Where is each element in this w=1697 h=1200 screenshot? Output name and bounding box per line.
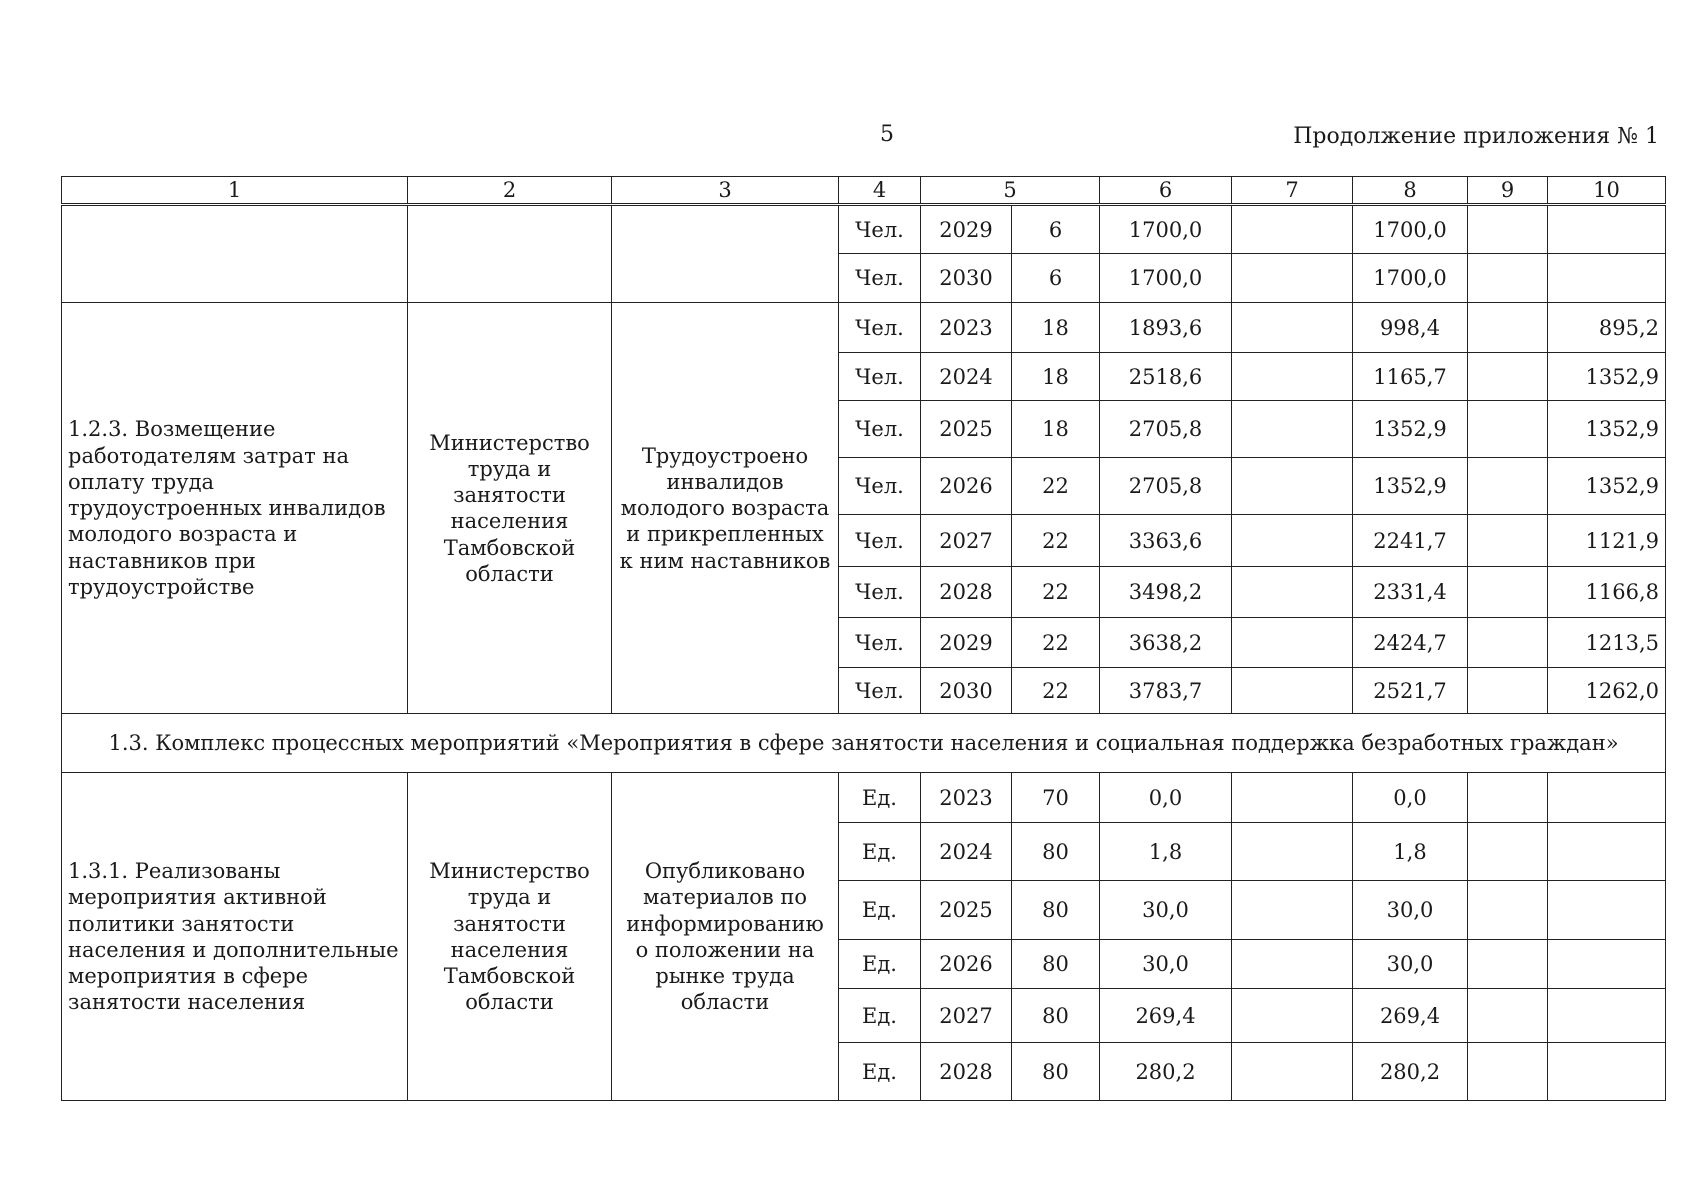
column-number-row [62,177,1666,205]
col10-cell [1548,205,1666,254]
total-cell: 3783,7 [1100,668,1232,714]
table-row [62,205,1666,254]
col7-cell [1232,618,1353,668]
value-cell: 6 [1012,205,1100,254]
empty-description-cell [62,205,408,303]
total-cell: 1893,6 [1100,303,1232,353]
column-header: 8 [1353,177,1468,205]
col10-cell [1548,254,1666,303]
indicator-cell: Опубликовано материалов по информированию о положении на рынке труда области [612,773,839,1101]
total-cell: 280,2 [1100,1043,1232,1101]
col7-cell [1232,989,1353,1043]
col7-cell [1232,353,1353,401]
year-cell: 2025 [921,881,1012,940]
column-header: 10 [1548,177,1666,205]
col10-cell [1548,881,1666,940]
col9-cell [1468,881,1548,940]
measure-description: 1.3.1. Реализованы мероприятия активной политики занятости населения и дополнительные мероприятия в сфере занятости населения [62,773,408,1101]
total-cell: 1,8 [1100,823,1232,881]
unit-cell: Ед. [839,989,921,1043]
col10-cell: 895,2 [1548,303,1666,353]
unit-cell: Чел. [839,254,921,303]
column-header: 6 [1100,177,1232,205]
col10-cell: 1262,0 [1548,668,1666,714]
col9-cell [1468,618,1548,668]
unit-cell: Чел. [839,567,921,618]
value-cell: 22 [1012,515,1100,567]
col9-cell [1468,254,1548,303]
year-cell: 2025 [921,401,1012,458]
total-cell: 1700,0 [1100,205,1232,254]
col10-cell: 1352,9 [1548,353,1666,401]
column-header: 3 [612,177,839,205]
col10-cell [1548,940,1666,989]
value-cell: 80 [1012,881,1100,940]
section-title: 1.3. Комплекс процессных мероприятий «Мероприятия в сфере занятости населения и социальная поддержка безработных граждан» [62,714,1666,773]
table-row [62,303,1666,353]
col8-cell: 30,0 [1353,881,1468,940]
col9-cell [1468,823,1548,881]
col10-cell [1548,989,1666,1043]
value-cell: 80 [1012,940,1100,989]
year-cell: 2026 [921,940,1012,989]
value-cell: 18 [1012,401,1100,458]
unit-cell: Чел. [839,353,921,401]
year-cell: 2026 [921,458,1012,515]
total-cell: 30,0 [1100,881,1232,940]
year-cell: 2028 [921,567,1012,618]
col10-cell: 1166,8 [1548,567,1666,618]
year-cell: 2024 [921,353,1012,401]
col9-cell [1468,773,1548,823]
unit-cell: Чел. [839,668,921,714]
unit-cell: Чел. [839,618,921,668]
value-cell: 18 [1012,303,1100,353]
column-header: 2 [408,177,612,205]
col7-cell [1232,773,1353,823]
value-cell: 70 [1012,773,1100,823]
total-cell: 3498,2 [1100,567,1232,618]
value-cell: 22 [1012,668,1100,714]
col7-cell [1232,823,1353,881]
year-cell: 2028 [921,1043,1012,1101]
col8-cell: 2521,7 [1353,668,1468,714]
column-header: 5 [921,177,1100,205]
total-cell: 1700,0 [1100,254,1232,303]
col8-cell: 269,4 [1353,989,1468,1043]
total-cell: 2518,6 [1100,353,1232,401]
col9-cell [1468,401,1548,458]
measure-description: 1.2.3. Возмещение работодателям затрат на оплату труда трудоустроенных инвалидов молодого возраста и наставников при трудоустройстве [62,303,408,714]
col10-cell [1548,823,1666,881]
year-cell: 2029 [921,618,1012,668]
col8-cell: 1165,7 [1353,353,1468,401]
table-row [62,773,1666,823]
total-cell: 269,4 [1100,989,1232,1043]
unit-cell: Ед. [839,773,921,823]
col8-cell: 2331,4 [1353,567,1468,618]
unit-cell: Чел. [839,303,921,353]
unit-cell: Ед. [839,823,921,881]
col9-cell [1468,303,1548,353]
empty-executor-cell [408,205,612,303]
col7-cell [1232,668,1353,714]
value-cell: 22 [1012,567,1100,618]
year-cell: 2024 [921,823,1012,881]
col8-cell: 998,4 [1353,303,1468,353]
col8-cell: 2424,7 [1353,618,1468,668]
unit-cell: Чел. [839,458,921,515]
value-cell: 80 [1012,989,1100,1043]
program-table [61,176,1666,1101]
year-cell: 2030 [921,668,1012,714]
col10-cell: 1121,9 [1548,515,1666,567]
page-number: 5 [880,122,894,147]
col7-cell [1232,401,1353,458]
col7-cell [1232,567,1353,618]
col9-cell [1468,1043,1548,1101]
col7-cell [1232,515,1353,567]
total-cell: 30,0 [1100,940,1232,989]
column-header: 9 [1468,177,1548,205]
column-header: 1 [62,177,408,205]
value-cell: 6 [1012,254,1100,303]
empty-indicator-cell [612,205,839,303]
col10-cell: 1352,9 [1548,458,1666,515]
value-cell: 80 [1012,823,1100,881]
col8-cell: 1352,9 [1353,401,1468,458]
section-row [62,714,1666,773]
total-cell: 2705,8 [1100,401,1232,458]
col7-cell [1232,458,1353,515]
col7-cell [1232,205,1353,254]
column-header: 4 [839,177,921,205]
total-cell: 3638,2 [1100,618,1232,668]
value-cell: 80 [1012,1043,1100,1101]
col8-cell: 1,8 [1353,823,1468,881]
col9-cell [1468,989,1548,1043]
col7-cell [1232,1043,1353,1101]
unit-cell: Чел. [839,401,921,458]
col9-cell [1468,668,1548,714]
col8-cell: 1700,0 [1353,254,1468,303]
col8-cell: 1700,0 [1353,205,1468,254]
year-cell: 2023 [921,773,1012,823]
unit-cell: Ед. [839,881,921,940]
year-cell: 2030 [921,254,1012,303]
col9-cell [1468,458,1548,515]
col8-cell: 280,2 [1353,1043,1468,1101]
col7-cell [1232,881,1353,940]
total-cell: 2705,8 [1100,458,1232,515]
year-cell: 2029 [921,205,1012,254]
col8-cell: 0,0 [1353,773,1468,823]
col9-cell [1468,205,1548,254]
unit-cell: Ед. [839,940,921,989]
value-cell: 18 [1012,353,1100,401]
col9-cell [1468,567,1548,618]
col8-cell: 30,0 [1353,940,1468,989]
executor-cell: Министерство труда и занятости населения Тамбовской области [408,773,612,1101]
total-cell: 3363,6 [1100,515,1232,567]
col9-cell [1468,515,1548,567]
col9-cell [1468,940,1548,989]
value-cell: 22 [1012,618,1100,668]
col7-cell [1232,254,1353,303]
executor-cell: Министерство труда и занятости населения Тамбовской области [408,303,612,714]
unit-cell: Чел. [839,205,921,254]
indicator-cell: Трудоустроено инвалидов молодого возраста и прикрепленных к ним наставников [612,303,839,714]
year-cell: 2027 [921,989,1012,1043]
col8-cell: 2241,7 [1353,515,1468,567]
unit-cell: Чел. [839,515,921,567]
year-cell: 2027 [921,515,1012,567]
col8-cell: 1352,9 [1353,458,1468,515]
appendix-note: Продолжение приложения № 1 [1293,124,1659,149]
total-cell: 0,0 [1100,773,1232,823]
year-cell: 2023 [921,303,1012,353]
col7-cell [1232,940,1353,989]
value-cell: 22 [1012,458,1100,515]
col10-cell: 1352,9 [1548,401,1666,458]
unit-cell: Ед. [839,1043,921,1101]
col10-cell [1548,773,1666,823]
col10-cell: 1213,5 [1548,618,1666,668]
column-header: 7 [1232,177,1353,205]
col9-cell [1468,353,1548,401]
col10-cell [1548,1043,1666,1101]
col7-cell [1232,303,1353,353]
